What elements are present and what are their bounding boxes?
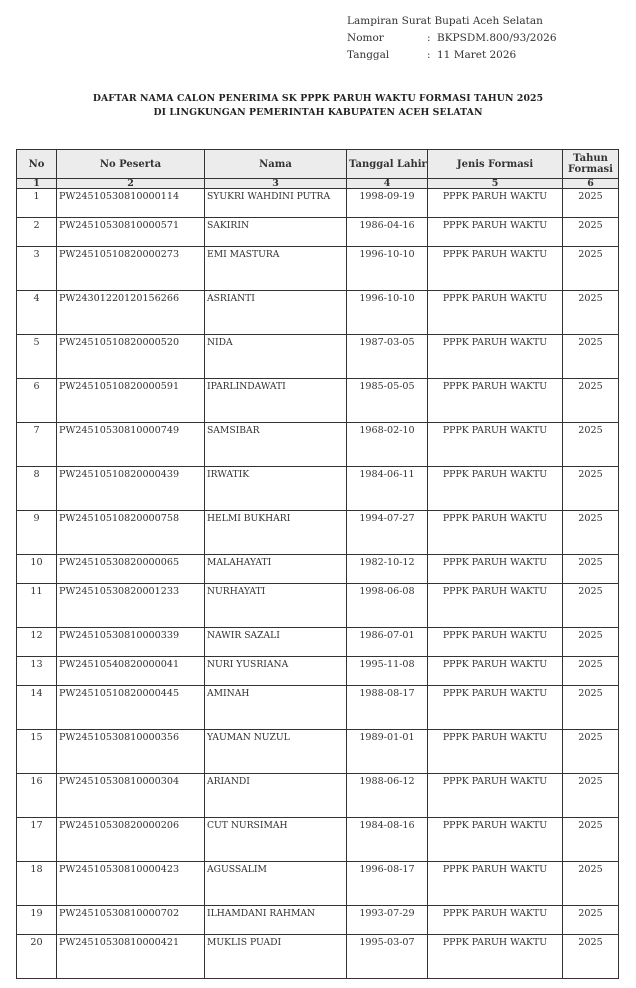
row-number-cell: 20 — [17, 935, 57, 979]
participant-name-cell: AMINAH — [205, 686, 347, 730]
formation-year-cell: 2025 — [563, 906, 619, 935]
participant-number-cell: PW24510510820000758 — [57, 511, 205, 555]
formation-type-cell: PPPK PARUH WAKTU — [428, 467, 563, 511]
date-colon: : — [427, 49, 431, 61]
attachment-header — [347, 13, 617, 64]
attachment-text: Lampiran Surat Bupati Aceh Selatan — [347, 15, 543, 27]
attachment-line — [347, 13, 617, 30]
column-header-jenis-formasi: Jenis Formasi — [428, 150, 563, 179]
column-header-tahun-formasi: Tahun Formasi — [563, 150, 619, 179]
participant-name-cell: SAMSIBAR — [205, 423, 347, 467]
participant-number-cell: PW24510530810000749 — [57, 423, 205, 467]
participant-name-cell: SAKIRIN — [205, 218, 347, 247]
participant-number-cell: PW24510530810000702 — [57, 906, 205, 935]
table-row — [17, 862, 619, 906]
candidate-table — [16, 149, 619, 979]
birth-date-cell: 1988-06-12 — [347, 774, 428, 818]
row-number-cell: 12 — [17, 628, 57, 657]
row-number-cell: 4 — [17, 291, 57, 335]
document-title — [0, 92, 636, 120]
date-value: 11 Maret 2026 — [437, 49, 517, 61]
table-row — [17, 657, 619, 686]
birth-date-cell: 1998-06-08 — [347, 584, 428, 628]
table-row — [17, 189, 619, 218]
table-row — [17, 906, 619, 935]
column-header-tanggal-lahir: Tanggal Lahir — [347, 150, 428, 179]
participant-number-cell: PW24510510820000445 — [57, 686, 205, 730]
table-row — [17, 467, 619, 511]
formation-year-cell: 2025 — [563, 686, 619, 730]
formation-type-cell: PPPK PARUH WAKTU — [428, 935, 563, 979]
birth-date-cell: 1984-08-16 — [347, 818, 428, 862]
table-row — [17, 584, 619, 628]
participant-name-cell: ASRIANTI — [205, 291, 347, 335]
row-number-cell: 11 — [17, 584, 57, 628]
table-row — [17, 423, 619, 467]
row-number-cell: 13 — [17, 657, 57, 686]
formation-year-cell: 2025 — [563, 935, 619, 979]
formation-type-cell: PPPK PARUH WAKTU — [428, 379, 563, 423]
formation-type-cell: PPPK PARUH WAKTU — [428, 774, 563, 818]
formation-year-cell: 2025 — [563, 862, 619, 906]
formation-type-cell: PPPK PARUH WAKTU — [428, 423, 563, 467]
formation-type-cell: PPPK PARUH WAKTU — [428, 335, 563, 379]
table-row — [17, 335, 619, 379]
participant-name-cell: CUT NURSIMAH — [205, 818, 347, 862]
table-row — [17, 511, 619, 555]
row-number-cell: 2 — [17, 218, 57, 247]
birth-date-cell: 1986-07-01 — [347, 628, 428, 657]
column-header-no-peserta: No Peserta — [57, 150, 205, 179]
table-row — [17, 730, 619, 774]
formation-type-cell: PPPK PARUH WAKTU — [428, 247, 563, 291]
participant-number-cell: PW24510530810000114 — [57, 189, 205, 218]
column-number: 5 — [428, 179, 563, 189]
birth-date-cell: 1987-03-05 — [347, 335, 428, 379]
formation-year-cell: 2025 — [563, 467, 619, 511]
table-row — [17, 291, 619, 335]
participant-number-cell: PW24510510820000520 — [57, 335, 205, 379]
formation-year-cell: 2025 — [563, 247, 619, 291]
birth-date-cell: 1989-01-01 — [347, 730, 428, 774]
formation-year-cell: 2025 — [563, 818, 619, 862]
participant-name-cell: NURI YUSRIANA — [205, 657, 347, 686]
participant-name-cell: ARIANDI — [205, 774, 347, 818]
birth-date-cell: 1993-07-29 — [347, 906, 428, 935]
formation-type-cell: PPPK PARUH WAKTU — [428, 686, 563, 730]
title-line-1: DAFTAR NAMA CALON PENERIMA SK PPPK PARUH WAKTU FORMASI TAHUN 2025 — [92, 93, 544, 104]
date-line — [347, 47, 617, 64]
participant-name-cell: MALAHAYATI — [205, 555, 347, 584]
formation-type-cell: PPPK PARUH WAKTU — [428, 906, 563, 935]
number-label: Nomor — [347, 32, 384, 44]
birth-date-cell: 1985-05-05 — [347, 379, 428, 423]
participant-name-cell: NAWIR SAZALI — [205, 628, 347, 657]
formation-type-cell: PPPK PARUH WAKTU — [428, 511, 563, 555]
column-number: 1 — [17, 179, 57, 189]
row-number-cell: 5 — [17, 335, 57, 379]
row-number-cell: 8 — [17, 467, 57, 511]
row-number-cell: 10 — [17, 555, 57, 584]
participant-number-cell: PW24510530810000423 — [57, 862, 205, 906]
title-line-2: DI LINGKUNGAN PEMERINTAH KABUPATEN ACEH SELATAN — [153, 107, 483, 118]
row-number-cell: 14 — [17, 686, 57, 730]
formation-type-cell: PPPK PARUH WAKTU — [428, 862, 563, 906]
birth-date-cell: 1968-02-10 — [347, 423, 428, 467]
formation-type-cell: PPPK PARUH WAKTU — [428, 189, 563, 218]
participant-name-cell: SYUKRI WAHDINI PUTRA — [205, 189, 347, 218]
number-colon: : — [427, 32, 431, 44]
table-row — [17, 628, 619, 657]
row-number-cell: 18 — [17, 862, 57, 906]
column-number: 6 — [563, 179, 619, 189]
table-row — [17, 379, 619, 423]
row-number-cell: 1 — [17, 189, 57, 218]
birth-date-cell: 1994-07-27 — [347, 511, 428, 555]
birth-date-cell: 1986-04-16 — [347, 218, 428, 247]
formation-year-cell: 2025 — [563, 335, 619, 379]
birth-date-cell: 1996-10-10 — [347, 291, 428, 335]
formation-year-cell: 2025 — [563, 628, 619, 657]
formation-type-cell: PPPK PARUH WAKTU — [428, 818, 563, 862]
column-header-nama: Nama — [205, 150, 347, 179]
participant-name-cell: IPARLINDAWATI — [205, 379, 347, 423]
formation-year-cell: 2025 — [563, 555, 619, 584]
participant-number-cell: PW24510530810000421 — [57, 935, 205, 979]
table-body — [17, 189, 619, 979]
formation-type-cell: PPPK PARUH WAKTU — [428, 657, 563, 686]
birth-date-cell: 1995-11-08 — [347, 657, 428, 686]
participant-number-cell: PW24510540820000041 — [57, 657, 205, 686]
table-row — [17, 247, 619, 291]
birth-date-cell: 1982-10-12 — [347, 555, 428, 584]
formation-year-cell: 2025 — [563, 218, 619, 247]
birth-date-cell: 1996-10-10 — [347, 247, 428, 291]
column-header-no: No — [17, 150, 57, 179]
formation-year-cell: 2025 — [563, 379, 619, 423]
participant-name-cell: AGUSSALIM — [205, 862, 347, 906]
row-number-cell: 9 — [17, 511, 57, 555]
participant-number-cell: PW24510510820000273 — [57, 247, 205, 291]
column-number: 4 — [347, 179, 428, 189]
participant-number-cell: PW24510530820001233 — [57, 584, 205, 628]
participant-name-cell: ILHAMDANI RAHMAN — [205, 906, 347, 935]
table-row — [17, 935, 619, 979]
participant-number-cell: PW24301220120156266 — [57, 291, 205, 335]
row-number-cell: 6 — [17, 379, 57, 423]
participant-number-cell: PW24510530820000206 — [57, 818, 205, 862]
formation-year-cell: 2025 — [563, 423, 619, 467]
number-value: BKPSDM.800/93/2026 — [437, 32, 557, 44]
birth-date-cell: 1984-06-11 — [347, 467, 428, 511]
table-row — [17, 218, 619, 247]
participant-number-cell: PW24510530810000339 — [57, 628, 205, 657]
formation-year-cell: 2025 — [563, 657, 619, 686]
row-number-cell: 3 — [17, 247, 57, 291]
table-row — [17, 686, 619, 730]
formation-year-cell: 2025 — [563, 189, 619, 218]
formation-year-cell: 2025 — [563, 511, 619, 555]
participant-name-cell: NURHAYATI — [205, 584, 347, 628]
participant-number-cell: PW24510530820000065 — [57, 555, 205, 584]
participant-number-cell: PW24510510820000439 — [57, 467, 205, 511]
number-line — [347, 30, 617, 47]
formation-type-cell: PPPK PARUH WAKTU — [428, 555, 563, 584]
formation-type-cell: PPPK PARUH WAKTU — [428, 218, 563, 247]
date-label: Tanggal — [347, 49, 390, 61]
formation-type-cell: PPPK PARUH WAKTU — [428, 584, 563, 628]
table-row — [17, 818, 619, 862]
participant-name-cell: NIDA — [205, 335, 347, 379]
participant-number-cell: PW24510530810000304 — [57, 774, 205, 818]
formation-type-cell: PPPK PARUH WAKTU — [428, 291, 563, 335]
row-number-cell: 17 — [17, 818, 57, 862]
participant-number-cell: PW24510530810000356 — [57, 730, 205, 774]
column-number-row — [17, 179, 619, 189]
birth-date-cell: 1995-03-07 — [347, 935, 428, 979]
formation-year-cell: 2025 — [563, 774, 619, 818]
formation-type-cell: PPPK PARUH WAKTU — [428, 628, 563, 657]
birth-date-cell: 1998-09-19 — [347, 189, 428, 218]
row-number-cell: 15 — [17, 730, 57, 774]
participant-name-cell: HELMI BUKHARI — [205, 511, 347, 555]
participant-name-cell: YAUMAN NUZUL — [205, 730, 347, 774]
row-number-cell: 19 — [17, 906, 57, 935]
formation-year-cell: 2025 — [563, 291, 619, 335]
formation-type-cell: PPPK PARUH WAKTU — [428, 730, 563, 774]
birth-date-cell: 1988-08-17 — [347, 686, 428, 730]
birth-date-cell: 1996-08-17 — [347, 862, 428, 906]
formation-year-cell: 2025 — [563, 584, 619, 628]
column-number: 3 — [205, 179, 347, 189]
table-row — [17, 555, 619, 584]
participant-number-cell: PW24510510820000591 — [57, 379, 205, 423]
column-number: 2 — [57, 179, 205, 189]
participant-name-cell: MUKLIS PUADI — [205, 935, 347, 979]
row-number-cell: 16 — [17, 774, 57, 818]
participant-name-cell: IRWATIK — [205, 467, 347, 511]
table-row — [17, 774, 619, 818]
table-header-row — [17, 150, 619, 179]
row-number-cell: 7 — [17, 423, 57, 467]
participant-number-cell: PW24510530810000571 — [57, 218, 205, 247]
formation-year-cell: 2025 — [563, 730, 619, 774]
participant-name-cell: EMI MASTURA — [205, 247, 347, 291]
